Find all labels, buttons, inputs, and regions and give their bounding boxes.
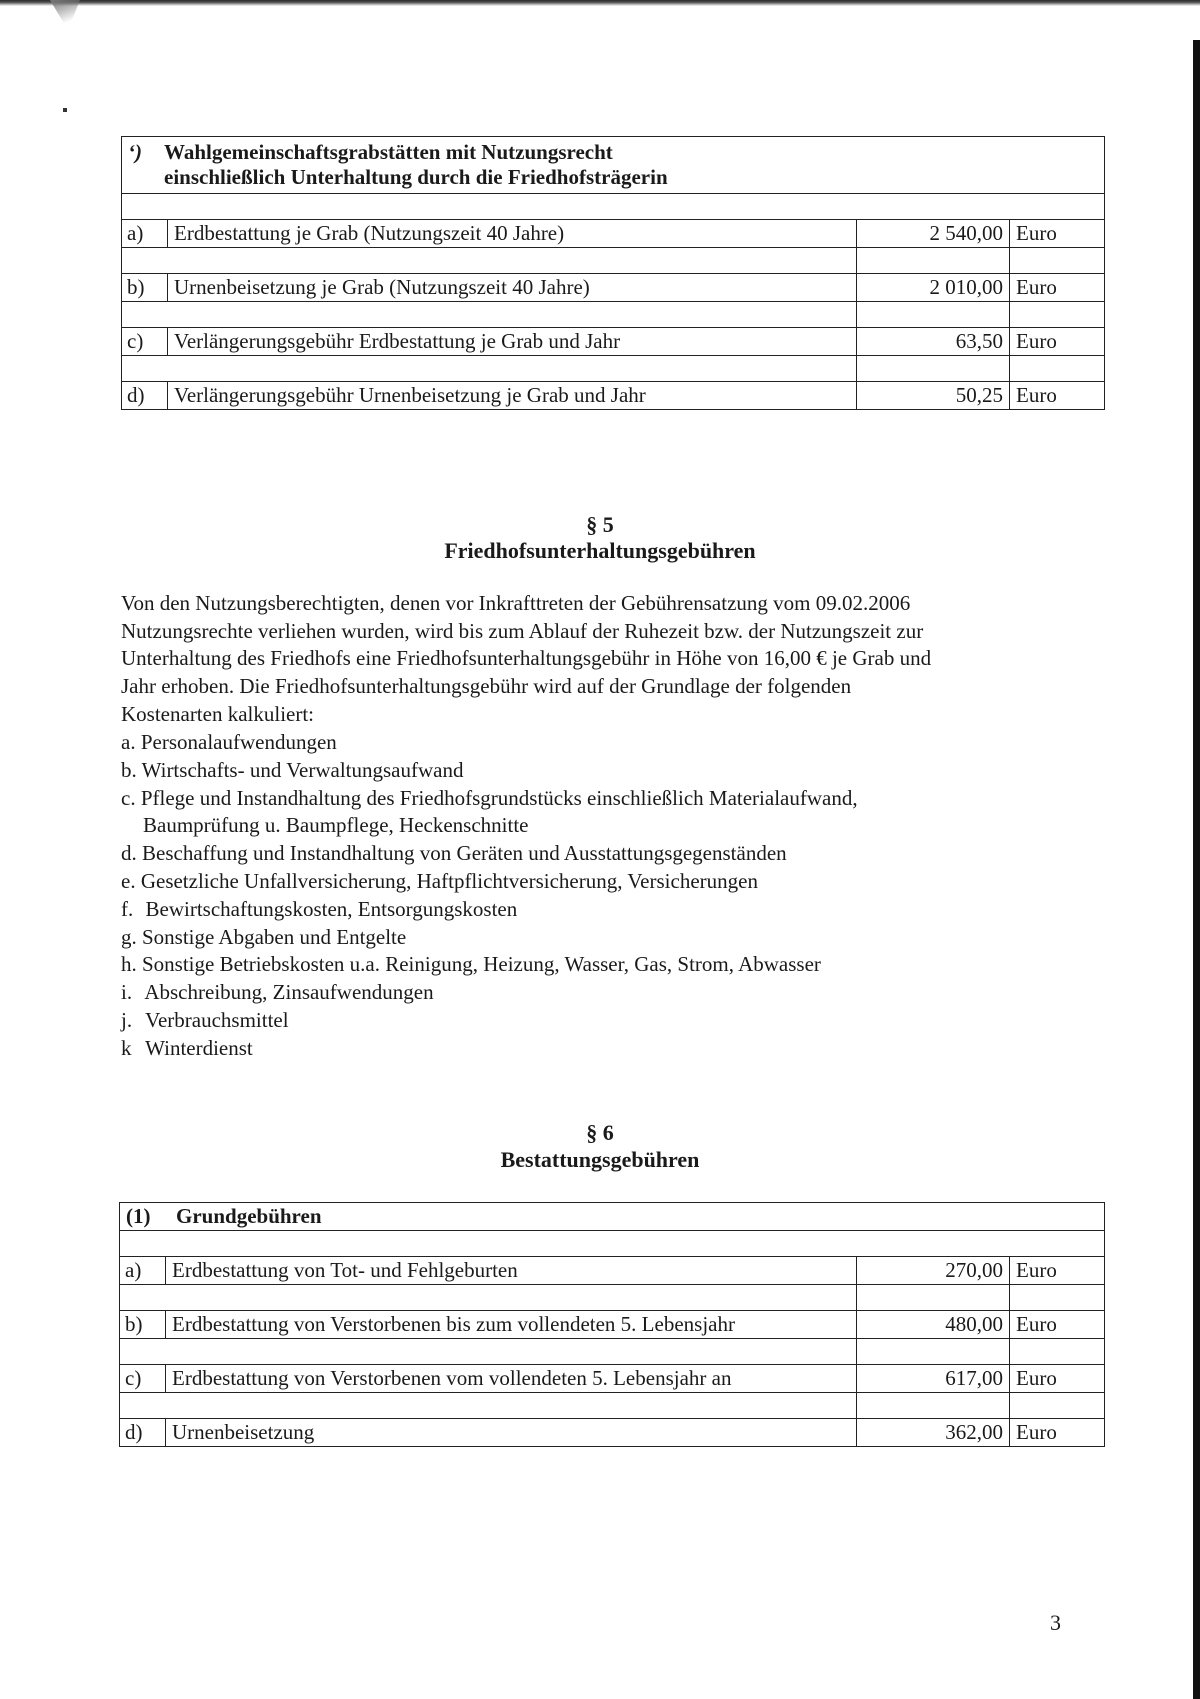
row-label: a) [120, 1257, 166, 1285]
list-item [121, 1035, 1021, 1063]
scan-edge-top [0, 0, 1200, 6]
list-marker: e. [121, 868, 136, 893]
heading-text: Grundgebühren [176, 1204, 322, 1228]
list-item [121, 757, 1021, 785]
section-5-paragraph [121, 590, 1011, 729]
paragraph-line: Unterhaltung des Friedhofs eine Friedhofsunterhaltungsgebühr in Höhe von 16,00 € je Grab und [121, 646, 932, 671]
cost-types-list [121, 729, 1021, 1063]
paragraph-line: Nutzungsrechte verliehen wurden, wird bis zum Ablauf der Ruhezeit bzw. der Nutzungszeit zur [121, 618, 924, 643]
row-amount: 2 540,00 [857, 220, 1010, 248]
list-item [121, 729, 1021, 757]
row-currency: Euro [1010, 382, 1105, 410]
burial-fees-table [119, 1202, 1105, 1447]
row-description: Erdbestattung von Verstorbenen bis zum vollendeten 5. Lebensjahr [166, 1311, 857, 1339]
section-6-number: § 6 [586, 1120, 614, 1145]
list-marker: k [121, 1035, 132, 1060]
table-row [122, 382, 1105, 410]
list-item [121, 785, 1021, 813]
list-item [121, 896, 1021, 924]
list-item [121, 951, 1021, 979]
list-item-continuation [121, 812, 1021, 840]
row-label: c) [120, 1365, 166, 1393]
scan-edge-right [1193, 40, 1200, 1699]
list-item [121, 924, 1021, 952]
list-text: Bewirtschaftungskosten, Entsorgungskosten [145, 896, 518, 921]
list-text: Sonstige Abgaben und Entgelte [142, 924, 407, 949]
list-text: Baumprüfung u. Baumpflege, Heckenschnitte [143, 813, 529, 838]
list-marker: c. [121, 785, 136, 810]
heading-line-2: einschließlich Unterhaltung durch die Friedhofsträgerin [164, 165, 668, 189]
row-amount: 480,00 [857, 1311, 1010, 1339]
row-currency: Euro [1010, 1311, 1105, 1339]
table-header-row [120, 1203, 1105, 1231]
section-6-title: Bestattungsgebühren [500, 1147, 700, 1172]
row-currency: Euro [1010, 274, 1105, 302]
list-text: Personalaufwendungen [140, 730, 337, 754]
table-heading [120, 1203, 1105, 1231]
spacer-row [120, 1393, 1105, 1419]
spacer-row [120, 1231, 1105, 1257]
row-amount: 362,00 [857, 1419, 1010, 1447]
list-text: Gesetzliche Unfallversicherung, Haftpflichtversicherung, Versicherungen [140, 868, 758, 893]
row-label: a) [122, 220, 168, 248]
row-amount: 63,50 [857, 328, 1010, 356]
list-marker: i. [121, 980, 133, 1005]
page-number: 3 [1050, 1610, 1061, 1635]
row-currency: Euro [1010, 220, 1105, 248]
row-description: Erdbestattung von Verstorbenen vom vollendeten 5. Lebensjahr an [166, 1365, 857, 1393]
table-row [120, 1365, 1105, 1393]
table-row [120, 1311, 1105, 1339]
table-header-row [122, 137, 1105, 194]
list-item [121, 868, 1021, 896]
row-amount: 50,25 [857, 382, 1010, 410]
row-label: d) [122, 382, 168, 410]
row-description: Erdbestattung von Tot- und Fehlgeburten [166, 1257, 857, 1285]
table-row [122, 328, 1105, 356]
row-label: c) [122, 328, 168, 356]
heading-label: (1) [126, 1204, 151, 1228]
spacer-row [120, 1285, 1105, 1311]
paragraph-line: Kostenarten kalkuliert: [121, 701, 315, 726]
row-description: Erdbestattung je Grab (Nutzungszeit 40 Jahre) [168, 220, 857, 248]
spacer-row [122, 194, 1105, 220]
heading-label: ‘) [128, 140, 142, 164]
list-text: Verbrauchsmittel [145, 1007, 289, 1032]
list-text: Abschreibung, Zinsaufwendungen [144, 980, 434, 1005]
table-row [120, 1419, 1105, 1447]
scan-speck [63, 108, 67, 112]
row-description: Verlängerungsgebühr Erdbestattung je Grab und Jahr [168, 328, 857, 356]
list-marker: f. [121, 896, 134, 921]
scan-fold-artifact [50, 0, 80, 30]
row-amount: 617,00 [857, 1365, 1010, 1393]
row-amount: 2 010,00 [857, 274, 1010, 302]
row-description: Verlängerungsgebühr Urnenbeisetzung je Grab und Jahr [168, 382, 857, 410]
row-description: Urnenbeisetzung je Grab (Nutzungszeit 40 Jahre) [168, 274, 857, 302]
list-marker: d. [121, 841, 137, 866]
list-text: Winterdienst [145, 1035, 253, 1060]
row-description: Urnenbeisetzung [166, 1419, 857, 1447]
list-item [121, 979, 1021, 1007]
list-item [121, 1007, 1021, 1035]
list-marker: g. [121, 924, 137, 949]
list-text: Wirtschafts- und Verwaltungsaufwand [141, 757, 464, 782]
spacer-row [122, 248, 1105, 274]
section-5-number: § 5 [586, 512, 614, 537]
list-item [121, 840, 1021, 868]
list-text: Pflege und Instandhaltung des Friedhofsgrundstücks einschließlich Materialaufwand, [140, 785, 858, 810]
section-5-title: Friedhofsunterhaltungsgebühren [444, 538, 756, 563]
table-row [120, 1257, 1105, 1285]
list-marker: b. [121, 757, 137, 782]
spacer-row [120, 1339, 1105, 1365]
list-text: Beschaffung und Instandhaltung von Geräten und Ausstattungsgegenständen [142, 841, 787, 866]
list-marker: h. [121, 952, 137, 977]
row-currency: Euro [1010, 328, 1105, 356]
spacer-row [122, 302, 1105, 328]
list-marker: a. [121, 730, 136, 754]
row-label: d) [120, 1419, 166, 1447]
grave-fees-table [121, 136, 1105, 410]
spacer-row [122, 356, 1105, 382]
table-row [122, 274, 1105, 302]
row-currency: Euro [1010, 1419, 1105, 1447]
row-label: b) [120, 1311, 166, 1339]
list-marker: j. [121, 1007, 133, 1032]
table-heading [122, 137, 1105, 194]
list-text: Sonstige Betriebskosten u.a. Reinigung, Heizung, Wasser, Gas, Strom, Abwasser [142, 952, 821, 977]
row-label: b) [122, 274, 168, 302]
table-row [122, 220, 1105, 248]
row-currency: Euro [1010, 1257, 1105, 1285]
paragraph-line: Von den Nutzungsberechtigten, denen vor Inkrafttreten der Gebührensatzung vom 09.02.2006 [121, 591, 911, 615]
heading-line-1: Wahlgemeinschaftsgrabstätten mit Nutzungsrecht [164, 140, 613, 164]
row-amount: 270,00 [857, 1257, 1010, 1285]
row-currency: Euro [1010, 1365, 1105, 1393]
paragraph-line: Jahr erhoben. Die Friedhofsunterhaltungsgebühr wird auf der Grundlage der folgenden [121, 674, 852, 699]
